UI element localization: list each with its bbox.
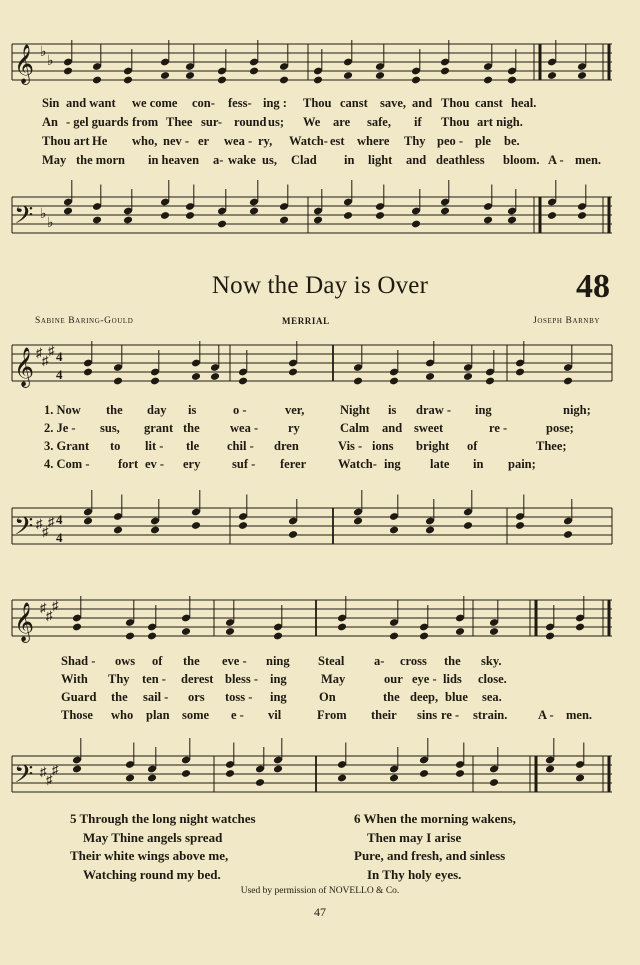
syllable: con-: [192, 96, 215, 110]
syllable: in heaven: [148, 153, 200, 167]
syllable: 3. Grant: [44, 439, 90, 453]
syllable: men.: [566, 708, 593, 722]
syllable: suf -: [232, 457, 256, 471]
notehead: [92, 76, 102, 85]
syllable: 1. Now: [44, 403, 81, 417]
syllable: pose;: [546, 421, 574, 435]
notehead: [225, 769, 235, 778]
syllable: nev -: [163, 134, 190, 148]
syllable: us,: [262, 153, 277, 167]
syllable: re -: [441, 708, 460, 722]
syllable: who,: [132, 134, 158, 148]
syllable: blue: [445, 690, 468, 704]
svg-text:𝄢: 𝄢: [14, 761, 34, 794]
syllable: bright: [416, 439, 450, 453]
syllable: May: [321, 672, 346, 686]
syllable: ry,: [258, 134, 273, 148]
syllable: ry: [288, 421, 300, 435]
syllable: and want: [66, 96, 116, 110]
syllable: and: [412, 96, 433, 110]
syllable: wea -: [230, 421, 259, 435]
syllable: Calm: [340, 421, 370, 435]
svg-text:♭: ♭: [47, 216, 54, 231]
syllable: toss -: [225, 690, 253, 704]
syllable: strain.: [473, 708, 508, 722]
notehead: [489, 627, 499, 636]
syllable: Guard: [61, 690, 97, 704]
notehead: [375, 211, 385, 220]
syllable: A -: [548, 153, 564, 167]
notehead: [337, 623, 347, 632]
svg-text:4: 4: [56, 367, 63, 382]
notehead: [489, 778, 499, 787]
permission-notice: Used by permission of NOVELLO & Co.: [240, 886, 400, 896]
syllable: Shad -: [61, 654, 96, 668]
svg-text:𝄞: 𝄞: [14, 46, 35, 83]
notehead: [92, 216, 102, 225]
system1-treble-staff: [0, 333, 640, 399]
syllable: nigh;: [563, 403, 591, 417]
syllable: bloom.: [503, 153, 540, 167]
syllable: deep,: [410, 690, 439, 704]
syllable: tle: [186, 439, 200, 453]
notehead: [72, 765, 82, 774]
syllable: draw -: [416, 403, 452, 417]
svg-text:♯: ♯: [42, 353, 49, 368]
notehead: [515, 368, 525, 377]
notehead: [63, 67, 73, 76]
syllable: us;: [268, 115, 284, 129]
notehead: [440, 67, 450, 76]
system2-treble-staff: [0, 590, 640, 650]
notehead: [113, 526, 123, 535]
syllable: ing: [270, 672, 287, 686]
syllable: ple: [475, 134, 491, 148]
syllable: light: [368, 153, 393, 167]
notehead: [547, 211, 557, 220]
notehead: [160, 211, 170, 220]
notehead: [185, 211, 195, 220]
notehead: [463, 372, 473, 381]
stanza-line: Watching round my bed.: [83, 866, 221, 882]
svg-text:♯: ♯: [52, 598, 59, 613]
notehead: [125, 632, 135, 641]
syllable: art nigh.: [477, 115, 523, 129]
svg-text:♯: ♯: [40, 764, 47, 779]
syllable: sail -: [143, 690, 169, 704]
syllable: Night: [340, 403, 370, 417]
svg-text:♯: ♯: [48, 514, 55, 529]
prev-hymn-bass-staff: [0, 172, 640, 252]
notehead: [507, 216, 517, 225]
notehead: [217, 220, 227, 229]
syllable: May: [42, 153, 67, 167]
syllable: deathless: [436, 153, 485, 167]
notehead: [575, 774, 585, 783]
system2-bass-staff: [0, 724, 640, 804]
syllable: ten -: [142, 672, 166, 686]
syllable: the: [183, 654, 200, 668]
syllable: our: [384, 672, 403, 686]
notehead: [279, 216, 289, 225]
svg-text:𝄢: 𝄢: [14, 202, 34, 235]
syllable: of: [467, 439, 478, 453]
syllable: grant: [144, 421, 174, 435]
syllable: chil -: [227, 439, 254, 453]
syllable: cross: [400, 654, 427, 668]
syllable: ows: [115, 654, 136, 668]
syllable: late: [430, 457, 450, 471]
syllable: We: [303, 115, 321, 129]
syllable: canst: [340, 96, 368, 110]
syllable: With: [61, 672, 88, 686]
syllable: sea.: [482, 690, 502, 704]
syllable: who: [111, 708, 134, 722]
notehead: [83, 368, 93, 377]
syllable: 2. Je -: [44, 421, 76, 435]
syllable: round: [234, 115, 267, 129]
syllable: Steal: [318, 654, 345, 668]
syllable: the: [106, 403, 123, 417]
notehead: [238, 521, 248, 530]
notehead: [411, 220, 421, 229]
syllable: Thou: [303, 96, 332, 110]
syllable: ing: [475, 403, 492, 417]
syllable: we come: [132, 96, 178, 110]
svg-text:♯: ♯: [36, 345, 43, 360]
syllable: be.: [504, 134, 520, 148]
svg-text:𝄞: 𝄞: [14, 349, 35, 386]
syllable: - gel guards: [66, 115, 129, 129]
syllable: ev -: [145, 457, 165, 471]
notehead: [483, 216, 493, 225]
notehead: [343, 71, 353, 80]
syllable: a-: [374, 654, 385, 668]
syllable: pain;: [508, 457, 536, 471]
syllable: wea -: [224, 134, 253, 148]
stanza-line: Then may I arise: [367, 829, 462, 845]
syllable: close.: [478, 672, 507, 686]
syllable: and: [382, 421, 403, 435]
notehead: [575, 623, 585, 632]
stanza-line: Their white wings above me,: [70, 848, 229, 863]
svg-text:♭: ♭: [47, 54, 54, 69]
notehead: [113, 377, 123, 386]
syllable: plan: [146, 708, 170, 722]
notehead: [191, 372, 201, 381]
syllable: sins: [417, 708, 438, 722]
syllable: ors: [188, 690, 205, 704]
syllable: On: [319, 690, 336, 704]
notehead: [545, 765, 555, 774]
notehead: [389, 774, 399, 783]
syllable: Thou art: [42, 134, 90, 148]
stanza-line: Pure, and fresh, and sinless: [354, 848, 506, 863]
syllable: is: [388, 403, 397, 417]
syllable: Thy: [108, 672, 130, 686]
syllable: eye -: [412, 672, 437, 686]
svg-text:♯: ♯: [36, 516, 43, 531]
notehead: [507, 76, 517, 85]
svg-text:♯: ♯: [46, 772, 53, 787]
hymn-number: 48: [576, 268, 610, 305]
svg-text:4: 4: [56, 512, 63, 527]
svg-text:𝄞: 𝄞: [14, 604, 35, 641]
syllable: are: [333, 115, 351, 129]
syllable: re -: [489, 421, 508, 435]
notehead: [455, 769, 465, 778]
notehead: [547, 71, 557, 80]
notehead: [72, 623, 82, 632]
author-credit: Sabine Baring-Gould: [35, 316, 134, 326]
syllable: Those: [61, 708, 93, 722]
notehead: [425, 526, 435, 535]
hymn-title: Now the Day is Over: [211, 272, 429, 299]
syllable: sur-: [201, 115, 223, 129]
notehead: [185, 71, 195, 80]
syllable: ing :: [263, 96, 287, 110]
notehead: [83, 517, 93, 526]
notehead: [425, 372, 435, 381]
notehead: [210, 372, 220, 381]
svg-text:𝄢: 𝄢: [14, 513, 34, 546]
notehead: [273, 765, 283, 774]
syllable: to: [110, 439, 121, 453]
notehead: [545, 632, 555, 641]
syllable: where: [357, 134, 390, 148]
prev-hymn-treble-staff: [0, 38, 640, 88]
syllable: day: [147, 403, 167, 417]
notehead: [255, 778, 265, 787]
svg-text:♯: ♯: [48, 343, 55, 358]
syllable: o -: [233, 403, 247, 417]
syllable: An: [42, 115, 58, 129]
stanza-5: [70, 810, 256, 884]
syllable: e -: [231, 708, 244, 722]
syllable: ions: [372, 439, 394, 453]
notehead: [147, 632, 157, 641]
syllable: in: [344, 153, 355, 167]
notehead: [225, 627, 235, 636]
syllable: and: [406, 153, 427, 167]
svg-text:♭: ♭: [40, 45, 47, 60]
notehead: [181, 627, 191, 636]
syllable: is: [188, 403, 197, 417]
notehead: [249, 67, 259, 76]
notehead: [273, 632, 283, 641]
syllable: lids: [443, 672, 462, 686]
syllable: the: [183, 421, 200, 435]
notehead: [389, 632, 399, 641]
syllable: save,: [380, 96, 407, 110]
notehead: [123, 216, 133, 225]
svg-text:♯: ♯: [42, 524, 49, 539]
syllable: He: [92, 134, 108, 148]
syllable: er: [198, 134, 210, 148]
syllable: the: [111, 690, 128, 704]
stanza-line: 6 When the morning wakens,: [354, 811, 516, 826]
notehead: [455, 627, 465, 636]
tune-name: MERRIAL: [282, 316, 330, 326]
notehead: [463, 521, 473, 530]
syllable: Thee;: [536, 439, 567, 453]
notehead: [313, 216, 323, 225]
syllable: sky.: [481, 654, 502, 668]
stanza-line: 5 Through the long night watches: [70, 811, 256, 826]
notehead: [313, 76, 323, 85]
page-number: 47: [314, 905, 326, 919]
notehead: [147, 774, 157, 783]
syllable: Clad: [291, 153, 317, 167]
notehead: [563, 530, 573, 539]
notehead: [238, 377, 248, 386]
notehead: [125, 774, 135, 783]
svg-text:4: 4: [56, 349, 63, 364]
syllable: Thou: [441, 115, 470, 129]
syllable: dren: [274, 439, 299, 453]
svg-text:♯: ♯: [52, 762, 59, 777]
notehead: [389, 377, 399, 386]
syllable: fort: [118, 457, 139, 471]
syllable: of: [152, 654, 163, 668]
syllable: bless -: [225, 672, 258, 686]
stanza-line: In Thy holy eyes.: [367, 866, 462, 882]
syllable: ing: [384, 457, 401, 471]
syllable: Sin: [42, 96, 60, 110]
syllable: from: [132, 115, 159, 129]
syllable: sweet: [414, 421, 444, 435]
syllable: the morn: [76, 153, 125, 167]
composer-credit: Joseph Barnby: [533, 316, 600, 326]
notehead: [515, 521, 525, 530]
notehead: [563, 377, 573, 386]
syllable: sus,: [100, 421, 120, 435]
notehead: [279, 76, 289, 85]
svg-text:♯: ♯: [40, 600, 47, 615]
system1-bass-staff: [0, 478, 640, 558]
notehead: [288, 368, 298, 377]
syllable: in: [473, 457, 484, 471]
syllable: Watch-: [289, 134, 328, 148]
notehead: [375, 71, 385, 80]
notehead: [419, 632, 429, 641]
syllable: ver,: [285, 403, 305, 417]
syllable: Vis -: [338, 439, 363, 453]
syllable: if: [414, 115, 422, 129]
notehead: [150, 526, 160, 535]
syllable: ery: [183, 457, 201, 471]
notehead: [353, 377, 363, 386]
notehead: [123, 76, 133, 85]
syllable: ing: [270, 690, 287, 704]
syllable: 4. Com -: [44, 457, 90, 471]
notehead: [577, 71, 587, 80]
svg-text:4: 4: [56, 530, 63, 545]
syllable: some: [182, 708, 210, 722]
syllable: heal.: [511, 96, 537, 110]
notehead: [191, 521, 201, 530]
notehead: [150, 377, 160, 386]
notehead: [577, 211, 587, 220]
notehead: [419, 769, 429, 778]
notehead: [288, 530, 298, 539]
notehead: [160, 71, 170, 80]
syllable: Thy: [404, 134, 426, 148]
syllable: Thee: [166, 115, 193, 129]
syllable: ning: [266, 654, 290, 668]
svg-text:♯: ♯: [46, 608, 53, 623]
syllable: Thou: [441, 96, 470, 110]
syllable: Watch-: [338, 457, 377, 471]
syllable: men.: [575, 153, 602, 167]
notehead: [63, 207, 73, 216]
stanza-line: May Thine angels spread: [83, 829, 223, 845]
syllable: eve -: [222, 654, 247, 668]
stanza-6: [354, 810, 516, 884]
notehead: [217, 76, 227, 85]
syllable: A -: [538, 708, 554, 722]
syllable: canst: [475, 96, 503, 110]
notehead: [483, 76, 493, 85]
notehead: [440, 207, 450, 216]
syllable: fess-: [228, 96, 252, 110]
notehead: [485, 377, 495, 386]
syllable: From: [317, 708, 347, 722]
notehead: [181, 769, 191, 778]
syllable: ferer: [280, 457, 307, 471]
syllable: a-: [213, 153, 224, 167]
syllable: lit -: [145, 439, 164, 453]
syllable: their: [371, 708, 397, 722]
syllable: derest: [181, 672, 214, 686]
notehead: [389, 526, 399, 535]
notehead: [337, 774, 347, 783]
svg-text:♭: ♭: [40, 207, 47, 222]
notehead: [343, 211, 353, 220]
syllable: wake: [228, 153, 256, 167]
syllable: vil: [268, 708, 282, 722]
syllable: the: [383, 690, 400, 704]
syllable: est: [330, 134, 345, 148]
syllable: peo -: [437, 134, 464, 148]
notehead: [411, 76, 421, 85]
syllable: safe,: [367, 115, 391, 129]
notehead: [353, 517, 363, 526]
syllable: the: [444, 654, 461, 668]
notehead: [249, 207, 259, 216]
